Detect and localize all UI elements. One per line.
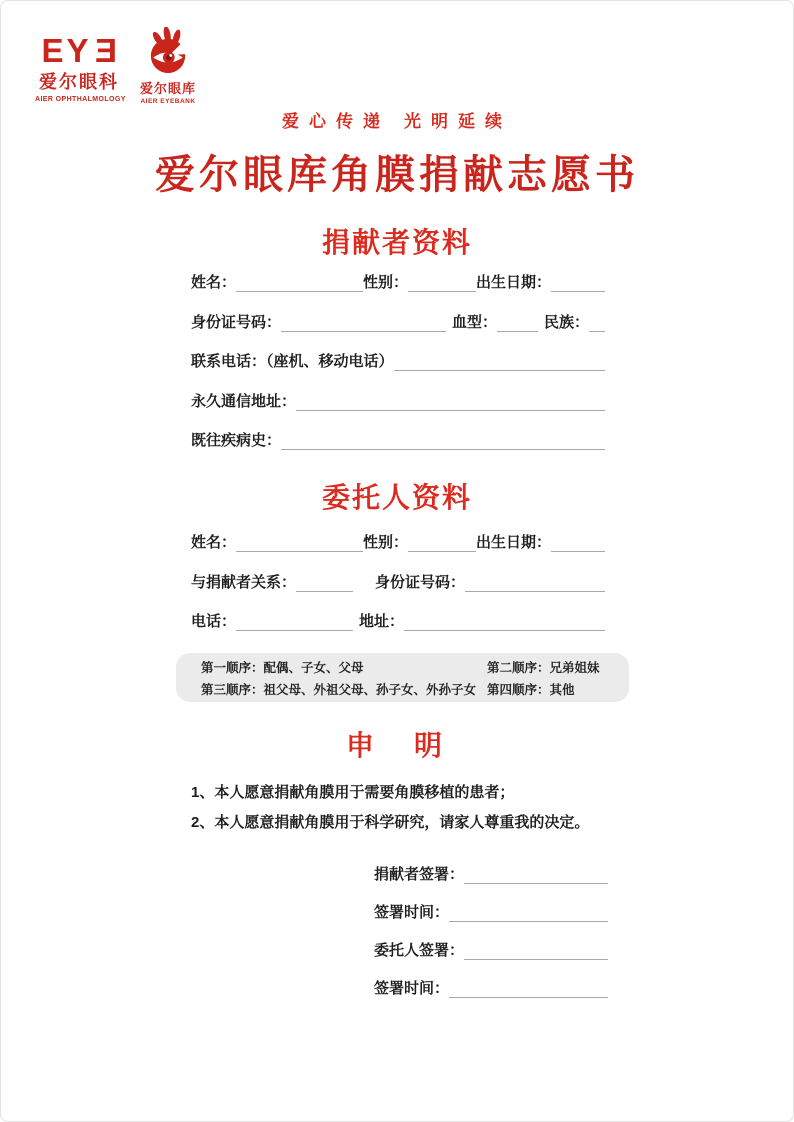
priority-third xyxy=(201,680,487,698)
donor-id-row xyxy=(191,313,605,332)
priority-second-value: 兄弟姐妹 xyxy=(549,660,600,675)
priority-first xyxy=(201,658,487,676)
priority-fourth xyxy=(487,680,629,698)
donor-sign-time-line xyxy=(449,903,608,922)
donor-birth-field-line xyxy=(551,273,605,292)
trustee-birth-field-line xyxy=(551,533,605,552)
declaration-heading: 申 明 xyxy=(345,730,448,761)
trustee-phone-row xyxy=(191,612,605,631)
trustee-address-label: 地址： xyxy=(359,613,405,630)
trustee-section-heading: 委托人资料 xyxy=(321,482,472,513)
trustee-phone-field-line xyxy=(236,612,353,631)
page-title: 爱尔眼库角膜捐献志愿书 xyxy=(155,152,639,197)
donor-sign-time-label: 签署时间： xyxy=(374,904,450,921)
trustee-sign-time-label: 签署时间： xyxy=(374,980,450,997)
donor-gender-field-line xyxy=(408,273,476,292)
donor-blood-field-line xyxy=(497,313,538,332)
priority-order-box xyxy=(176,653,629,702)
priority-first-label: 第一顺序： xyxy=(201,660,264,675)
trustee-phone-label: 电话： xyxy=(191,613,237,630)
donor-ethnic-field-line xyxy=(589,313,605,332)
aier-ophthalmology-en-name: AIER OPHTHALMOLOGY xyxy=(35,96,126,103)
trustee-gender-field-line xyxy=(408,533,476,552)
trustee-id-field-line xyxy=(465,573,605,592)
eye-letter-reversed: E xyxy=(91,32,117,69)
donor-history-field-line xyxy=(281,431,605,450)
aier-eyebank-cn-name: 爱尔眼库 xyxy=(139,81,196,96)
donor-id-label: 身份证号码： xyxy=(191,314,282,331)
donor-section-heading: 捐献者资料 xyxy=(321,227,472,258)
donor-name-label: 姓名： xyxy=(191,274,237,291)
eye-wordmark xyxy=(35,32,123,69)
donor-history-row xyxy=(191,431,605,450)
priority-third-label: 第三顺序： xyxy=(201,682,264,697)
trustee-relation-row xyxy=(191,573,605,592)
priority-first-value: 配偶、子女、父母 xyxy=(263,660,364,675)
declaration-item-1: 1、本人愿意捐献角膜用于需要角膜移植的患者； xyxy=(191,784,515,801)
trustee-name-row xyxy=(191,533,605,552)
donor-phone-field-line xyxy=(394,352,605,371)
trustee-gender-label: 性别： xyxy=(363,534,409,551)
donor-id-field-line xyxy=(281,313,446,332)
donor-signature-row xyxy=(374,865,608,884)
priority-third-value: 祖父母、外祖父母、孙子女、外孙子女 xyxy=(263,682,477,697)
donor-history-label: 既往疾病史： xyxy=(191,432,282,449)
aier-eyebank-logo xyxy=(135,27,201,105)
eye-letter: E xyxy=(41,32,67,69)
eye-letter: Y xyxy=(66,32,92,69)
trustee-sign-time-line xyxy=(449,979,608,998)
declaration-item-2: 2、本人愿意捐献角膜用于科学研究，请家人尊重我的决定。 xyxy=(191,814,590,831)
priority-fourth-label: 第四顺序： xyxy=(487,682,550,697)
aier-ophthalmology-cn-name: 爱尔眼科 xyxy=(39,72,119,92)
donor-birth-label: 出生日期： xyxy=(476,274,552,291)
slogan xyxy=(1,107,793,132)
donor-name-row xyxy=(191,273,605,292)
trustee-sign-time-row xyxy=(374,979,608,998)
donor-signature-line xyxy=(464,865,608,884)
trustee-id-label: 身份证号码： xyxy=(375,574,466,591)
priority-second xyxy=(487,658,629,676)
donor-blood-label: 血型： xyxy=(452,314,498,331)
aier-ophthalmology-logo xyxy=(35,32,126,103)
trustee-signature-line xyxy=(464,941,608,960)
trustee-relation-field-line xyxy=(296,573,353,592)
trustee-birth-label: 出生日期： xyxy=(476,534,552,551)
donor-address-field-line xyxy=(296,392,605,411)
trustee-relation-label: 与捐献者关系： xyxy=(191,574,297,591)
priority-fourth-value: 其他 xyxy=(549,682,575,697)
trustee-signature-label: 委托人签署： xyxy=(374,942,465,959)
donor-signature-label: 捐献者签署： xyxy=(374,866,465,883)
trustee-name-label: 姓名： xyxy=(191,534,237,551)
donor-phone-row xyxy=(191,352,605,371)
donor-name-field-line xyxy=(236,273,363,292)
trustee-name-field-line xyxy=(236,533,363,552)
donor-address-row xyxy=(191,392,605,411)
donor-ethnic-label: 民族： xyxy=(544,314,590,331)
donor-gender-label: 性别： xyxy=(363,274,409,291)
donor-address-label: 永久通信地址： xyxy=(191,393,297,410)
slogan-part1: 爱心传递 xyxy=(282,112,390,131)
slogan-part2: 光明延续 xyxy=(404,112,512,131)
trustee-signature-row xyxy=(374,941,608,960)
eyebank-hand-eye-icon xyxy=(135,27,201,77)
trustee-address-field-line xyxy=(404,612,605,631)
donor-phone-label: 联系电话：（座机、移动电话） xyxy=(191,353,394,370)
donor-sign-time-row xyxy=(374,903,608,922)
priority-second-label: 第二顺序： xyxy=(487,660,550,675)
aier-eyebank-en-name: AIER EYEBANK xyxy=(140,98,196,105)
